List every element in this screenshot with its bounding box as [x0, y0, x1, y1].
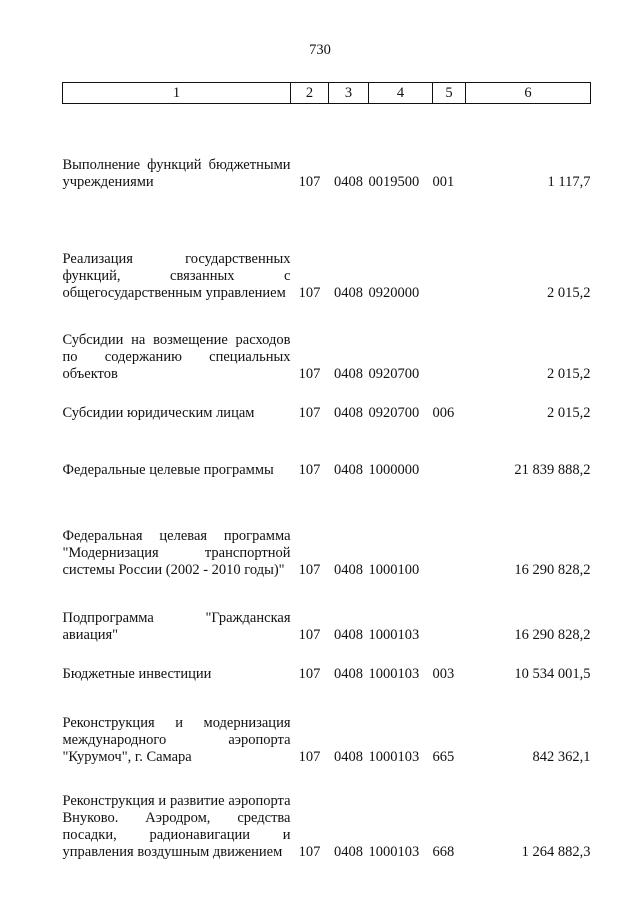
- row-amount: 1 264 882,3: [521, 843, 591, 860]
- row-code-2: 107: [298, 561, 321, 578]
- column-header-5: 5: [433, 83, 466, 104]
- row-code-3: 0408: [334, 404, 363, 421]
- row-amount: 16 290 828,2: [514, 561, 591, 578]
- table-row: [63, 422, 591, 479]
- row-code-4: 0920000: [368, 284, 420, 301]
- row-code-5: 003: [432, 665, 455, 682]
- row-name: Выполнение функций бюджетными учреждениями: [62, 156, 291, 190]
- page-number: 730: [309, 42, 331, 58]
- table-row: [63, 383, 591, 422]
- row-name: Реконструкция и модернизация международного аэропорта "Курумоч", г. Самара: [62, 714, 291, 765]
- table-row: [63, 104, 591, 191]
- row-code-4: 1000103: [368, 665, 420, 682]
- row-code-2: 107: [298, 461, 321, 478]
- row-code-2: 107: [298, 626, 321, 643]
- row-code-4: 0920700: [368, 404, 420, 421]
- row-code-4: 1000100: [368, 561, 420, 578]
- row-amount: 21 839 888,2: [514, 461, 591, 478]
- row-name: Субсидии юридическим лицам: [62, 404, 255, 421]
- table-row: [63, 302, 591, 383]
- row-code-5: [433, 191, 466, 302]
- row-code-5: [433, 479, 466, 579]
- row-name: Реализация государственных функций, связанных с общегосударственным управлением: [62, 250, 291, 301]
- column-header-6: 6: [466, 83, 591, 104]
- table-row: [63, 683, 591, 766]
- header-row: [63, 83, 591, 104]
- row-code-4: 0920700: [368, 365, 420, 382]
- table-row: [63, 191, 591, 302]
- column-header-2: 2: [291, 83, 329, 104]
- row-code-3: 0408: [334, 365, 363, 382]
- row-name: Подпрограмма "Гражданская авиация": [62, 609, 291, 643]
- row-code-2: 107: [298, 173, 321, 190]
- row-code-2: 107: [298, 748, 321, 765]
- row-name: Бюджетные инвестиции: [62, 665, 212, 682]
- column-header-4: 4: [369, 83, 433, 104]
- row-code-2: 107: [298, 665, 321, 682]
- row-code-4: 1000103: [368, 843, 420, 860]
- column-header-1: 1: [63, 83, 291, 104]
- row-amount: 2 015,2: [547, 404, 591, 421]
- row-amount: 16 290 828,2: [514, 626, 591, 643]
- row-name: Реконструкция и развитие аэропорта Внуково. Аэродром, средства посадки, радионавигации и управления воздушным движением: [62, 792, 291, 860]
- table-row: [63, 479, 591, 579]
- row-code-3: 0408: [334, 843, 363, 860]
- row-code-3: 0408: [334, 561, 363, 578]
- row-code-3: 0408: [334, 748, 363, 765]
- row-code-5: [433, 302, 466, 383]
- table-row: [63, 766, 591, 861]
- row-code-5: 001: [432, 173, 455, 190]
- row-code-3: 0408: [334, 626, 363, 643]
- table-body: [63, 104, 591, 861]
- table-row: [63, 644, 591, 683]
- row-amount: 842 362,1: [532, 748, 591, 765]
- row-code-5: 006: [432, 404, 455, 421]
- row-name: Федеральная целевая программа "Модернизация транспортной системы России (2002 - 2010 годы)": [62, 527, 291, 578]
- row-amount: 1 117,7: [547, 173, 591, 190]
- budget-table: [62, 82, 591, 861]
- row-code-2: 107: [298, 365, 321, 382]
- row-amount: 10 534 001,5: [514, 665, 591, 682]
- column-header-3: 3: [329, 83, 369, 104]
- row-code-2: 107: [298, 284, 321, 301]
- row-code-5: 668: [432, 843, 455, 860]
- row-code-2: 107: [298, 843, 321, 860]
- row-code-4: 1000103: [368, 748, 420, 765]
- row-code-5: [433, 579, 466, 644]
- row-code-4: 0019500: [368, 173, 420, 190]
- row-code-3: 0408: [334, 665, 363, 682]
- row-code-2: 107: [298, 404, 321, 421]
- row-amount: 2 015,2: [547, 365, 591, 382]
- row-code-4: 1000000: [368, 461, 420, 478]
- row-code-5: 665: [432, 748, 455, 765]
- row-amount: 2 015,2: [547, 284, 591, 301]
- row-code-3: 0408: [334, 173, 363, 190]
- table-row: [63, 579, 591, 644]
- row-code-5: [433, 422, 466, 479]
- row-code-3: 0408: [334, 461, 363, 478]
- row-name: Федеральные целевые программы: [62, 461, 274, 478]
- row-name: Субсидии на возмещение расходов по содержанию специальных объектов: [62, 331, 291, 382]
- row-code-4: 1000103: [368, 626, 420, 643]
- row-code-3: 0408: [334, 284, 363, 301]
